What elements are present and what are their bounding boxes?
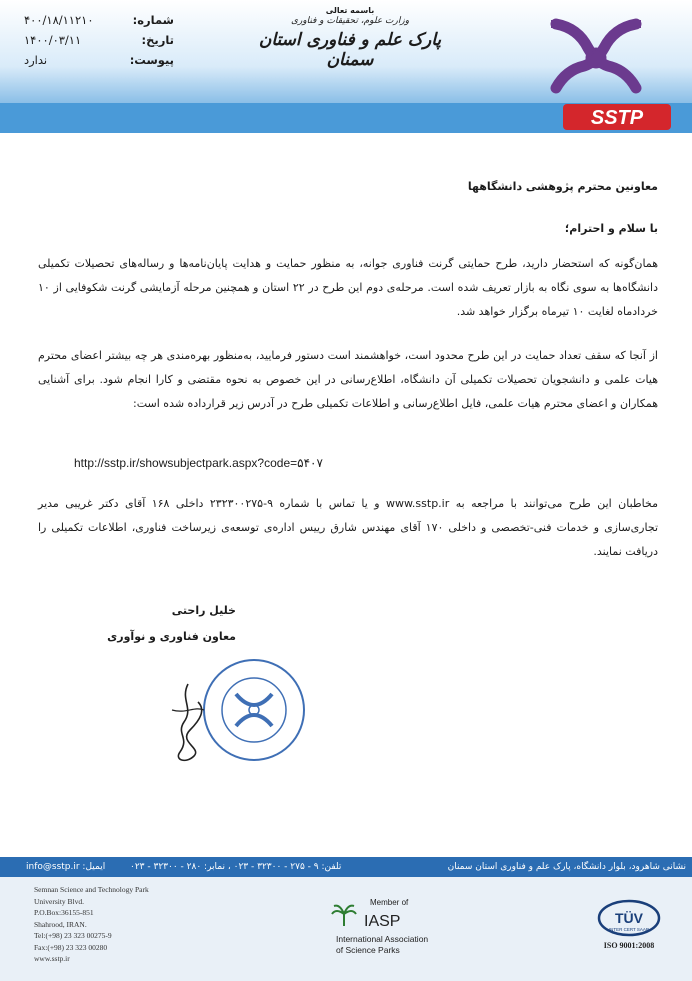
iasp-member-label: Member of bbox=[370, 898, 409, 907]
info-url-link[interactable]: http://sstp.ir/showsubjectpark.aspx?code=۵۴۰۷ bbox=[74, 456, 323, 470]
sstp-wordmark-text: SSTP bbox=[590, 107, 644, 129]
tuv-text: TÜV bbox=[615, 910, 643, 926]
english-address bbox=[34, 884, 149, 965]
ministry-name: وزارت علوم، تحقیقات و فناوری bbox=[290, 16, 410, 26]
english-address-line: Semnan Science and Technology Park bbox=[34, 885, 149, 894]
english-address-line: Tel:(+98) 23 323 00275-9 bbox=[34, 931, 112, 940]
recipient bbox=[38, 180, 658, 193]
paragraph-3: مخاطبان این طرح می‌توانند با مراجعه به www.sstp.ir و یا تماس با شماره ۹-۲۳۲۳۰۰۲۷۵ داخلی ۱۶۸ آقای دکتر غریبی مدیر تجاری‌سازی و خدمات فنی-تخصصی و داخلی ۱۷۰ آقای مهندس شارق رییس اداره‌ی توسعه‌ی زیرساخت فناوری، اطلاعات تکمیلی را دریافت نمایند. bbox=[38, 497, 659, 558]
letter-meta bbox=[24, 10, 174, 70]
sstp-wordmark bbox=[563, 104, 671, 130]
letter-number-label: شماره: bbox=[132, 13, 174, 27]
recipient-text: معاونین محترم پژوهشی دانشگاهها bbox=[467, 180, 658, 193]
letter-number-row bbox=[24, 10, 174, 30]
paragraph-1: همان‌گونه که استحضار دارید، طرح حمایتی گرنت فناوری جوانه، به منظور حمایت و هدایت پایان‌نامه‌ها و رساله‌های تحصیلات تکمیلی دانشگاه‌ها به سوی نگاه به بازار تعریف شده است. مرحله‌ی دوم این طرح در ۲۲ استان و همچنین مرحله آزمایشی گرنت شکوفایی از ۱۰ خردادماه لغایت ۱۰ تیرماه برگزار خواهد شد. bbox=[38, 257, 658, 318]
signer-name: خلیل راحتی bbox=[171, 604, 236, 617]
park-name: پارک علم و فناوری استان سمنان bbox=[258, 30, 442, 70]
footer-phone-fax: تلفن: ۹ - ۲۷۵ - ۳۲۳۰۰ - ۰۲۳ ، نمابر: ۲۸۰ - ۳۲۳۰۰ - ۰۲۳ bbox=[130, 862, 342, 872]
iso-standard: ISO 9001:2008 bbox=[603, 941, 655, 950]
paragraph-2: از آنجا که سقف تعداد حمایت در این طرح محدود است، خواهشمند است دستور فرمایید، به‌منظور بهره‌مندی هر چه بیشتر اعضای محترم هیات علمی و دانشجویان تحصیلات تکمیلی آن دانشگاه، اطلاع‌رسانی در این خصوص به نحوه مقتضی و کارا انجام شود. برای آشنایی همکاران و اعضای محترم هیات علمی، فایل اطلاع‌رسانی و اطلاعات تکمیلی طرح در آدرس زیر قرارداده شده است: bbox=[38, 349, 658, 410]
letterhead-title bbox=[250, 6, 450, 70]
iasp-full-name-2: of Science Parks bbox=[336, 945, 400, 955]
salutation-text: با سلام و احترام؛ bbox=[564, 222, 658, 235]
sstp-emblem-logo bbox=[548, 18, 644, 100]
signer-title: معاون فناوری و نوآوری bbox=[107, 630, 236, 643]
footer-address: نشانی شاهرود، بلوار دانشگاه، پارک علم و فناوری استان سمنان bbox=[447, 862, 686, 872]
handwritten-signature bbox=[160, 680, 220, 770]
letter-date-row bbox=[24, 30, 174, 50]
bismillah: باسمه تعالی bbox=[325, 6, 375, 15]
letter-attachment-row bbox=[24, 50, 174, 70]
tuv-subtext: INTER CERT SAAR bbox=[608, 927, 650, 932]
english-address-line: www.sstp.ir bbox=[34, 954, 70, 963]
palm-icon bbox=[332, 906, 356, 926]
letter-attachment-label: پیوست: bbox=[129, 53, 174, 67]
footer-email[interactable]: ایمیل: info@sstp.ir bbox=[26, 862, 106, 872]
english-address-line: Fax:(+98) 23 323 00280 bbox=[34, 942, 108, 952]
iasp-name: IASP bbox=[364, 913, 401, 930]
tuv-certification-logo bbox=[594, 898, 664, 954]
english-address-line: P.O.Box:36155-851 bbox=[34, 908, 94, 917]
iasp-logo bbox=[330, 896, 470, 956]
letter-number-value: ۴۰۰/۱۸/۱۱۲۱۰ bbox=[24, 13, 94, 27]
iasp-full-name-1: International Association bbox=[336, 934, 429, 944]
letter-date-value: ۱۴۰۰/۰۳/۱۱ bbox=[24, 33, 82, 47]
footer-contact-strip bbox=[0, 857, 692, 877]
salutation bbox=[38, 222, 658, 235]
letter-date-label: تاریخ: bbox=[141, 33, 174, 47]
letter-attachment-value: ندارد bbox=[24, 53, 48, 67]
english-address-line: University Blvd. bbox=[34, 896, 84, 906]
english-address-line: Shahrood, IRAN. bbox=[34, 919, 87, 929]
